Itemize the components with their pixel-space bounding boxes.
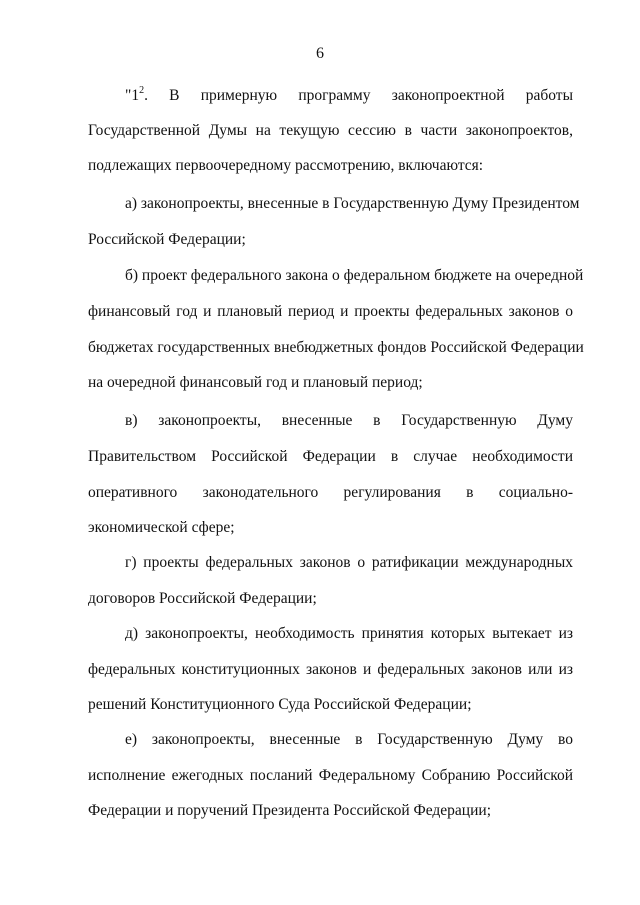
text-line: Государственной Думы на текущую сессию в части законопроектов, xyxy=(88,122,573,139)
text-line: Федерации и поручений Президента Российской Федерации; xyxy=(88,802,491,819)
text-line: экономической сфере; xyxy=(88,519,235,536)
text-line: б) проект федерального закона о федеральном бюджете на очередной xyxy=(125,267,584,284)
text-line: Правительством Российской Федерации в случае необходимости xyxy=(88,448,573,465)
text-line: Российской Федерации; xyxy=(88,231,246,248)
text-line: исполнение ежегодных посланий Федеральному Собранию Российской xyxy=(88,767,573,784)
text-line: финансовый год и плановый период и проекты федеральных законов о xyxy=(88,303,573,320)
text-line: на очередной финансовый год и плановый период; xyxy=(88,374,423,391)
text-line: федеральных конституционных законов и федеральных законов или из xyxy=(88,661,573,678)
text-line: договоров Российской Федерации; xyxy=(88,590,317,607)
text-line: а) законопроекты, внесенные в Государственную Думу Президентом xyxy=(125,195,580,212)
text-line: оперативного законодательного регулирования в социально- xyxy=(88,484,573,501)
page-number: 6 xyxy=(316,45,324,62)
text-line: бюджетах государственных внебюджетных фондов Российской Федерации xyxy=(88,339,584,356)
text-line: "$1^2$. В примерную программу законопроектной работы xyxy=(125,85,573,104)
text-line: д) законопроекты, необходимость принятия которых вытекает из xyxy=(125,625,573,642)
text-line: в) законопроекты, внесенные в Государственную Думу xyxy=(125,412,573,429)
text-line: решений Конституционного Суда Российской Федерации; xyxy=(88,696,472,713)
text-line: подлежащих первоочередному рассмотрению, включаются: xyxy=(88,157,484,174)
text-line: е) законопроекты, внесенные в Государственную Думу во xyxy=(125,731,573,748)
text-line: г) проекты федеральных законов о ратификации международных xyxy=(125,554,573,571)
